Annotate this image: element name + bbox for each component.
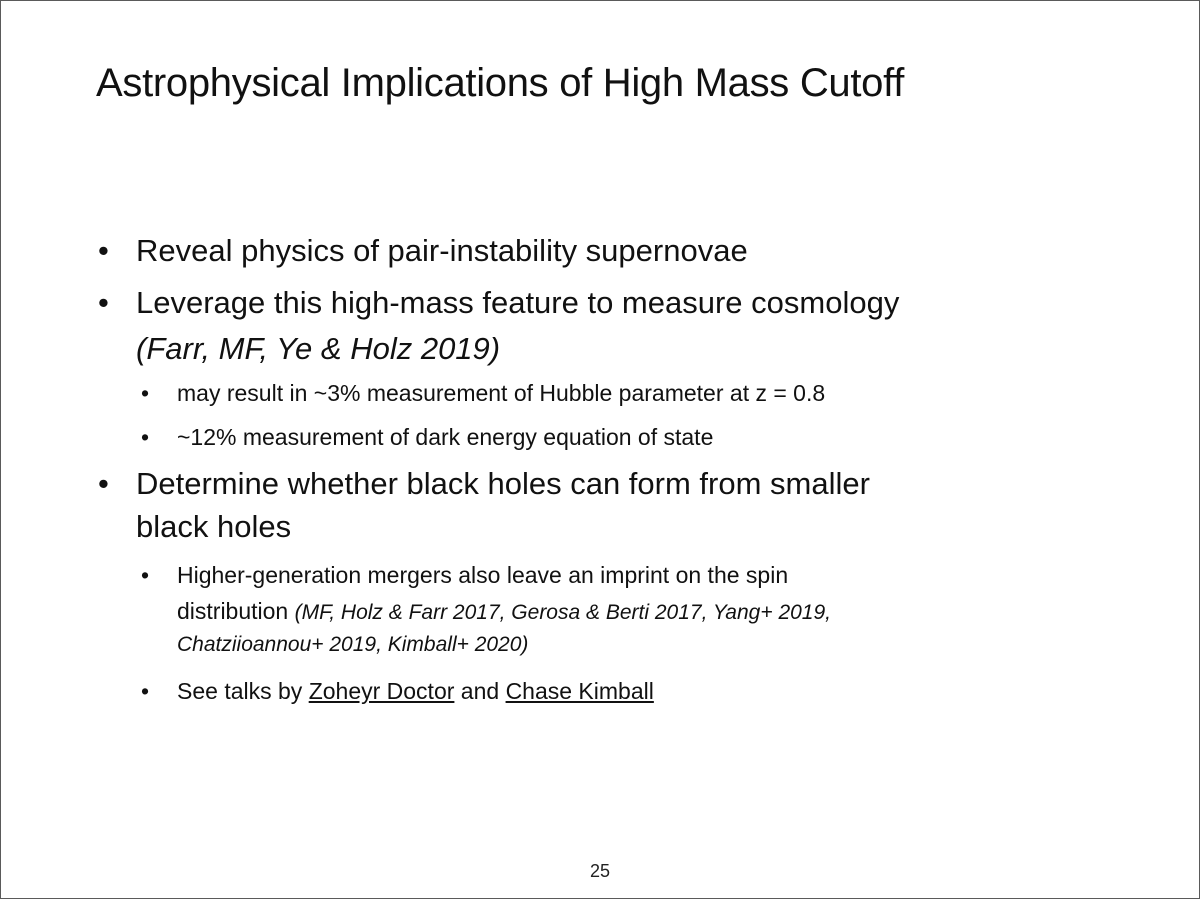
bullet-black-holes [98, 464, 1136, 503]
bullet-list [1, 1, 1199, 898]
see-talks-prefix: See talks by [177, 678, 303, 704]
sub-bullet-text: Higher-generation mergers also leave an imprint on the spin [177, 562, 789, 588]
sub-bullet-higher-generation-line2 [177, 595, 1097, 629]
link-chase-kimball[interactable]: Chase Kimball [505, 678, 654, 704]
bullet-text: Reveal physics of pair-instability supernovae [136, 233, 748, 268]
page-number: 25 [589, 861, 611, 881]
sub-bullet-text: distribution [177, 598, 289, 624]
sub-bullet-text: may result in ~3% measurement of Hubble parameter at z = 0.8 [177, 380, 826, 406]
sub-bullet-see-talks [141, 675, 1097, 707]
sub-bullet-dot: • [141, 424, 150, 450]
sub-bullet-dark-energy [141, 421, 1097, 453]
sub-bullet-text: ~12% measurement of dark energy equation of state [177, 424, 714, 450]
sub-bullet-dot: • [141, 562, 150, 588]
sub-bullet-hubble [141, 377, 1097, 409]
bullet-black-holes-cont: black holes [136, 509, 292, 544]
citation-text-line3: Chatziioannou+ 2019, Kimball+ 2020) [177, 633, 529, 656]
sub-bullet-higher-generation [141, 559, 1097, 591]
bullet-pair-instability [98, 231, 1136, 270]
link-zoheyr-doctor[interactable]: Zoheyr Doctor [308, 678, 455, 704]
bullet-text: Leverage this high-mass feature to measure cosmology [136, 285, 900, 320]
see-talks-middle: and [460, 678, 500, 704]
bullet-cosmology [98, 283, 1136, 322]
bullet-dot: • [98, 466, 109, 501]
bullet-text: Determine whether black holes can form from smaller [136, 466, 870, 501]
citation-text: (MF, Holz & Farr 2017, Gerosa & Berti 2017, Yang+ 2019, [294, 601, 831, 624]
sub-bullet-dot: • [141, 380, 150, 406]
slide-title: Astrophysical Implications of High Mass Cutoff [96, 61, 905, 105]
bullet-dot: • [98, 285, 109, 320]
bullet-dot: • [98, 233, 109, 268]
sub-bullet-dot: • [141, 678, 150, 704]
bullet-cosmology-citation: (Farr, MF, Ye & Holz 2019) [136, 331, 501, 366]
